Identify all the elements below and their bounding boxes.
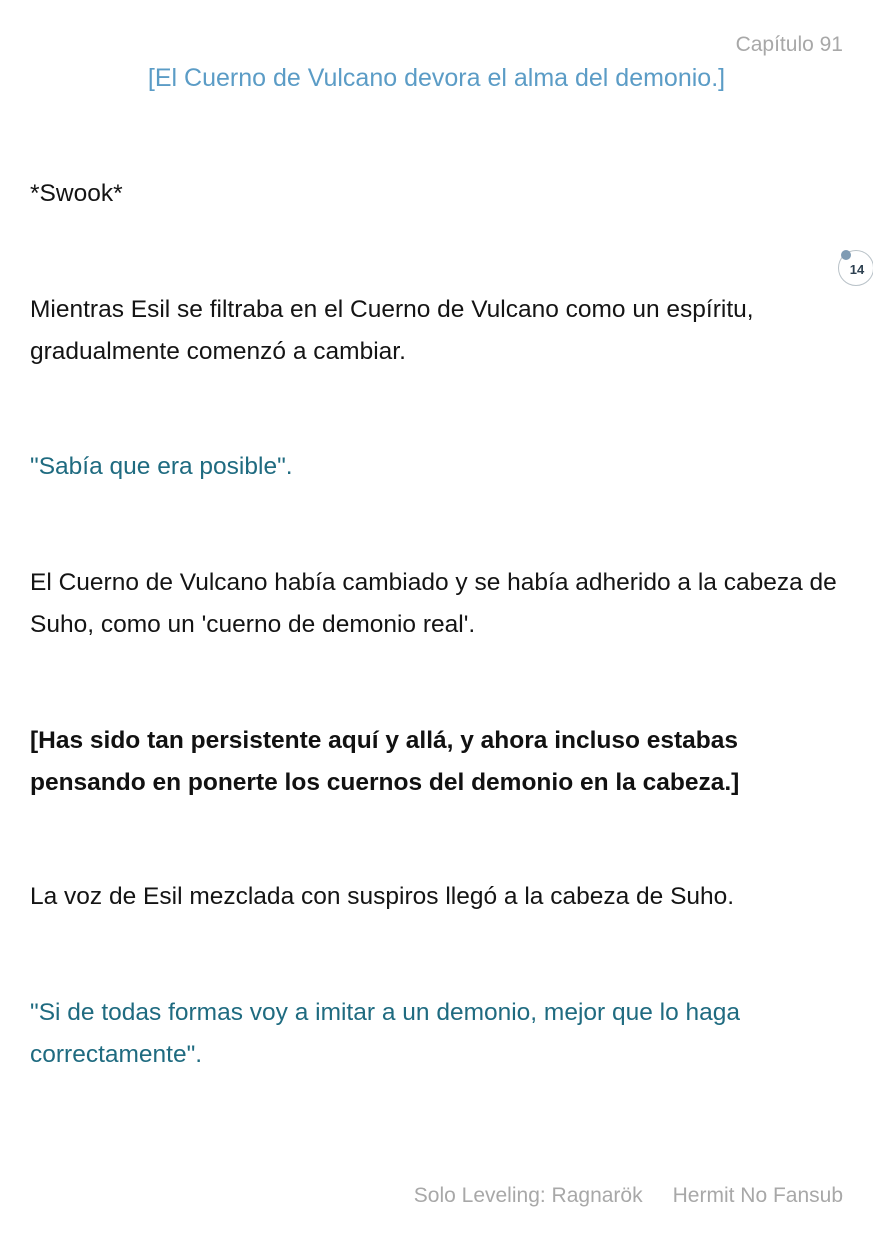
page-badge[interactable]	[838, 250, 873, 286]
footer-series: Solo Leveling: Ragnarök	[413, 1184, 643, 1207]
dialogue-possible: "Sabía que era posible".	[30, 453, 293, 480]
paragraph-horn-changed: El Cuerno de Vulcano había cambiado y se había adherido a la cabeza de Suho, como un 'cuerno de demonio real'.	[30, 569, 837, 638]
chapter-label: Capítulo 91	[735, 33, 843, 56]
system-message-top: [El Cuerno de Vulcano devora el alma del demonio.]	[147, 64, 726, 92]
page-badge-number: 14	[849, 262, 865, 277]
footer-group: Hermit No Fansub	[672, 1184, 843, 1207]
paragraph-esil-voice: La voz de Esil mezclada con suspiros llegó a la cabeza de Suho.	[30, 883, 735, 910]
paragraph-esil-filters: Mientras Esil se filtraba en el Cuerno de Vulcano como un espíritu, gradualmente comenzó a cambiar.	[30, 296, 754, 365]
system-message-persistent: [Has sido tan persistente aquí y allá, y ahora incluso estabas pensando en ponerte los cuernos del demonio en la cabeza.]	[30, 727, 740, 796]
dialogue-imitate-demon: "Si de todas formas voy a imitar a un demonio, mejor que lo haga correctamente".	[30, 999, 741, 1068]
paragraph-swook: *Swook*	[30, 180, 123, 207]
footer	[414, 1182, 843, 1210]
